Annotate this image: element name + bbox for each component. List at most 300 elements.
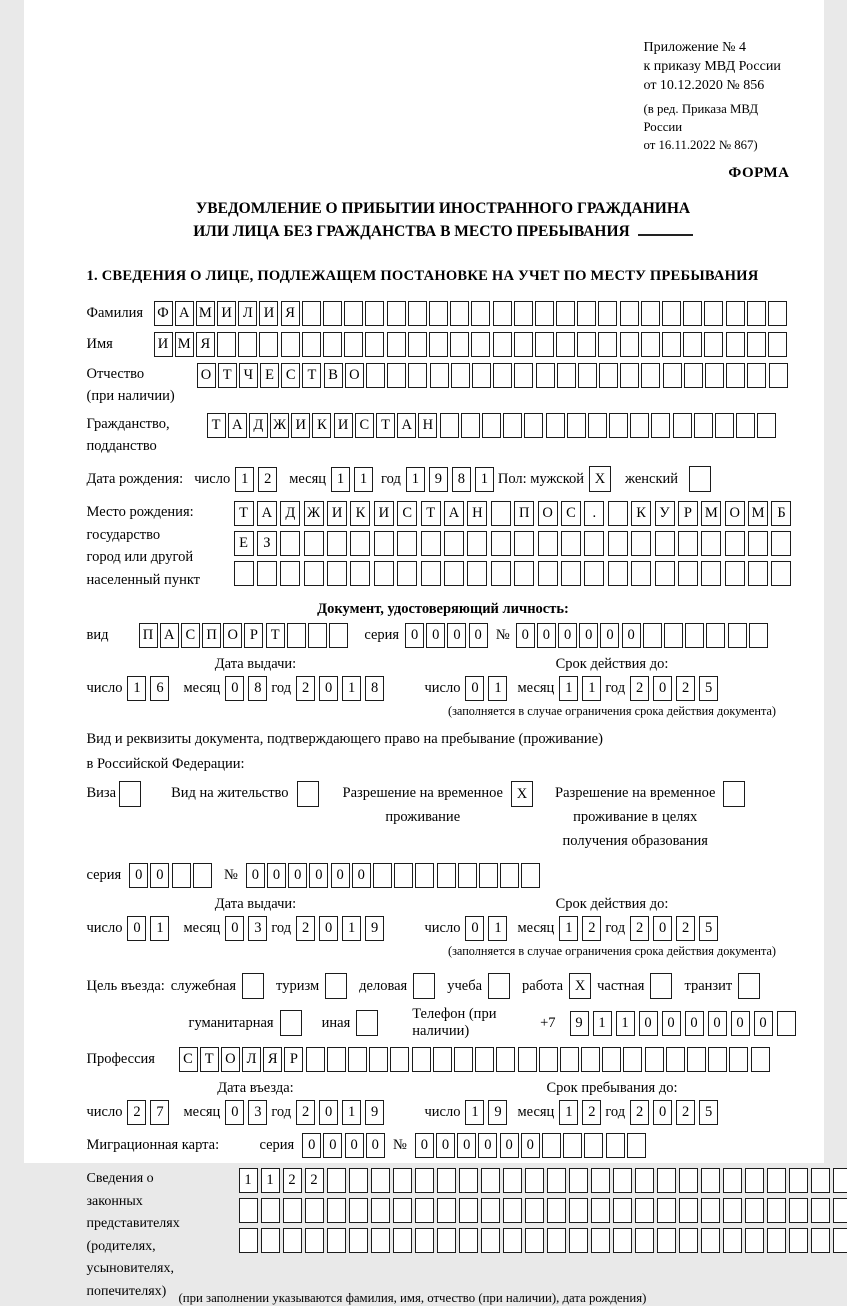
form-cell[interactable]: С	[179, 1047, 198, 1072]
form-cell[interactable]	[437, 1228, 456, 1253]
form-cell[interactable]	[569, 1168, 588, 1193]
form-cell[interactable]	[412, 1047, 431, 1072]
form-cell[interactable]: К	[350, 501, 370, 526]
form-cell[interactable]: 0	[708, 1011, 727, 1036]
form-cell[interactable]	[745, 1228, 764, 1253]
form-cell[interactable]	[584, 531, 604, 556]
form-cell[interactable]: О	[725, 501, 745, 526]
form-cell[interactable]	[373, 863, 392, 888]
form-cell[interactable]	[613, 1228, 632, 1253]
form-cell[interactable]	[421, 561, 441, 586]
form-cell[interactable]: А	[175, 301, 194, 326]
form-cell[interactable]: С	[397, 501, 417, 526]
form-cell[interactable]: И	[259, 301, 278, 326]
form-cell[interactable]	[613, 1168, 632, 1193]
form-cell[interactable]	[578, 363, 597, 388]
form-cell[interactable]	[535, 332, 554, 357]
form-cell[interactable]: 0	[288, 863, 307, 888]
form-cell[interactable]	[387, 301, 406, 326]
form-cell[interactable]	[729, 1047, 748, 1072]
form-cell[interactable]: Д	[249, 413, 268, 438]
form-cell[interactable]	[283, 1228, 302, 1253]
form-cell[interactable]	[726, 363, 745, 388]
form-cell[interactable]	[444, 561, 464, 586]
form-cell[interactable]	[327, 1198, 346, 1223]
form-cell[interactable]: 2	[283, 1168, 302, 1193]
form-cell[interactable]	[415, 1198, 434, 1223]
form-cell[interactable]	[350, 531, 370, 556]
form-cell[interactable]	[767, 1228, 786, 1253]
form-cell[interactable]: 2	[305, 1168, 324, 1193]
form-cell[interactable]: О	[223, 623, 242, 648]
form-cell[interactable]	[281, 332, 300, 357]
form-cell[interactable]: 3	[248, 1100, 267, 1125]
form-cell[interactable]: А	[228, 413, 247, 438]
form-cell[interactable]: 0	[366, 1133, 385, 1158]
form-cell[interactable]	[608, 501, 628, 526]
form-cell[interactable]: 8	[365, 676, 384, 701]
form-cell[interactable]	[371, 1228, 390, 1253]
form-cell[interactable]	[631, 531, 651, 556]
form-cell[interactable]: П	[514, 501, 534, 526]
form-cell[interactable]	[514, 531, 534, 556]
form-cell[interactable]	[651, 413, 670, 438]
form-cell[interactable]: П	[139, 623, 158, 648]
form-cell[interactable]: Т	[302, 363, 321, 388]
form-cell[interactable]	[745, 1198, 764, 1223]
form-cell[interactable]	[444, 531, 464, 556]
form-cell[interactable]: М	[175, 332, 194, 357]
form-cell[interactable]: 2	[676, 916, 695, 941]
form-cell[interactable]	[304, 561, 324, 586]
form-cell[interactable]	[503, 1168, 522, 1193]
form-cell[interactable]: 0	[225, 1100, 244, 1125]
form-cell[interactable]	[305, 1198, 324, 1223]
form-cell[interactable]	[450, 301, 469, 326]
form-cell[interactable]	[413, 973, 435, 999]
form-cell[interactable]: 1	[150, 916, 169, 941]
form-cell[interactable]: 9	[365, 916, 384, 941]
form-cell[interactable]: 0	[331, 863, 350, 888]
form-cell[interactable]	[433, 1047, 452, 1072]
form-cell[interactable]: А	[444, 501, 464, 526]
form-cell[interactable]	[547, 1228, 566, 1253]
form-cell[interactable]: С	[355, 413, 374, 438]
form-cell[interactable]	[701, 1228, 720, 1253]
form-cell[interactable]	[471, 332, 490, 357]
form-cell[interactable]: 0	[415, 1133, 434, 1158]
form-cell[interactable]: 2	[258, 467, 277, 492]
form-cell[interactable]: 1	[406, 467, 425, 492]
form-cell[interactable]: Ж	[270, 413, 289, 438]
form-cell[interactable]: 0	[345, 1133, 364, 1158]
form-cell[interactable]	[666, 1047, 685, 1072]
form-cell[interactable]: 0	[662, 1011, 681, 1036]
form-cell[interactable]	[663, 363, 682, 388]
form-cell[interactable]: 0	[352, 863, 371, 888]
form-cell[interactable]	[655, 561, 675, 586]
form-cell[interactable]	[747, 301, 766, 326]
form-cell[interactable]: 9	[365, 1100, 384, 1125]
form-cell[interactable]	[238, 332, 257, 357]
form-cell[interactable]	[467, 561, 487, 586]
form-cell[interactable]	[239, 1198, 258, 1223]
form-cell[interactable]	[701, 1198, 720, 1223]
form-cell[interactable]	[503, 1228, 522, 1253]
form-cell[interactable]: З	[257, 531, 277, 556]
form-cell[interactable]	[598, 301, 617, 326]
form-cell[interactable]	[536, 363, 555, 388]
form-cell[interactable]	[397, 531, 417, 556]
form-cell[interactable]	[650, 973, 672, 999]
form-cell[interactable]	[491, 501, 511, 526]
form-cell[interactable]	[679, 1228, 698, 1253]
form-cell[interactable]	[306, 1047, 325, 1072]
form-cell[interactable]: У	[655, 501, 675, 526]
form-cell[interactable]: 1	[616, 1011, 635, 1036]
form-cell[interactable]: Т	[207, 413, 226, 438]
form-cell[interactable]	[467, 531, 487, 556]
form-cell[interactable]	[344, 301, 363, 326]
form-cell[interactable]	[723, 1198, 742, 1223]
form-cell[interactable]: Я	[263, 1047, 282, 1072]
form-cell[interactable]	[723, 781, 745, 807]
form-cell[interactable]	[747, 332, 766, 357]
form-cell[interactable]: 0	[622, 623, 641, 648]
form-cell[interactable]	[704, 332, 723, 357]
form-cell[interactable]: 0	[521, 1133, 540, 1158]
form-cell[interactable]: А	[160, 623, 179, 648]
form-cell[interactable]: Р	[284, 1047, 303, 1072]
form-cell[interactable]	[261, 1228, 280, 1253]
form-cell[interactable]: Н	[467, 501, 487, 526]
form-cell[interactable]	[387, 363, 406, 388]
form-cell[interactable]: 1	[488, 916, 507, 941]
form-cell[interactable]	[429, 301, 448, 326]
form-cell[interactable]: 0	[127, 916, 146, 941]
form-cell[interactable]	[304, 531, 324, 556]
form-cell[interactable]	[393, 1198, 412, 1223]
form-cell[interactable]	[673, 413, 692, 438]
form-cell[interactable]: О	[197, 363, 216, 388]
form-cell[interactable]: 2	[296, 676, 315, 701]
form-cell[interactable]	[635, 1198, 654, 1223]
form-cell[interactable]	[631, 561, 651, 586]
form-cell[interactable]	[777, 1011, 796, 1036]
form-cell[interactable]	[514, 332, 533, 357]
form-cell[interactable]	[349, 1168, 368, 1193]
form-cell[interactable]: 0	[319, 676, 338, 701]
form-cell[interactable]: 2	[296, 916, 315, 941]
form-cell[interactable]	[715, 413, 734, 438]
form-cell[interactable]	[297, 781, 319, 807]
form-cell[interactable]	[261, 1198, 280, 1223]
form-cell[interactable]	[655, 531, 675, 556]
form-cell[interactable]: 0	[323, 1133, 342, 1158]
form-cell[interactable]	[683, 301, 702, 326]
form-cell[interactable]: 1	[593, 1011, 612, 1036]
form-cell[interactable]	[679, 1168, 698, 1193]
form-cell[interactable]	[451, 363, 470, 388]
form-cell[interactable]: А	[397, 413, 416, 438]
form-cell[interactable]: С	[281, 363, 300, 388]
form-cell[interactable]: 0	[685, 1011, 704, 1036]
form-cell[interactable]	[308, 623, 327, 648]
form-cell[interactable]	[408, 363, 427, 388]
form-cell[interactable]	[421, 531, 441, 556]
form-cell[interactable]	[811, 1228, 830, 1253]
form-cell[interactable]	[749, 623, 768, 648]
form-cell[interactable]: 0	[600, 623, 619, 648]
form-cell[interactable]	[481, 1228, 500, 1253]
form-cell[interactable]	[694, 413, 713, 438]
form-cell[interactable]: 0	[500, 1133, 519, 1158]
form-cell[interactable]	[606, 1133, 625, 1158]
form-cell[interactable]	[736, 413, 755, 438]
form-cell[interactable]	[471, 301, 490, 326]
form-cell[interactable]: Р	[244, 623, 263, 648]
form-cell[interactable]: 2	[582, 916, 601, 941]
form-cell[interactable]	[356, 1010, 378, 1036]
form-cell[interactable]: 1	[488, 676, 507, 701]
form-cell[interactable]	[430, 363, 449, 388]
form-cell[interactable]	[725, 561, 745, 586]
form-cell[interactable]: 1	[354, 467, 373, 492]
form-cell[interactable]: 2	[630, 676, 649, 701]
form-cell[interactable]	[569, 1198, 588, 1223]
form-cell[interactable]	[481, 1198, 500, 1223]
form-cell[interactable]	[369, 1047, 388, 1072]
form-cell[interactable]	[811, 1168, 830, 1193]
form-cell[interactable]	[738, 973, 760, 999]
form-cell[interactable]: 0	[405, 623, 424, 648]
form-cell[interactable]	[538, 561, 558, 586]
form-cell[interactable]	[366, 363, 385, 388]
form-cell[interactable]: Т	[421, 501, 441, 526]
form-cell[interactable]	[472, 363, 491, 388]
form-cell[interactable]	[641, 332, 660, 357]
form-cell[interactable]	[577, 301, 596, 326]
form-cell[interactable]: 1	[342, 676, 361, 701]
form-cell[interactable]: Т	[266, 623, 285, 648]
form-cell[interactable]	[620, 332, 639, 357]
form-cell[interactable]	[609, 413, 628, 438]
form-cell[interactable]	[242, 973, 264, 999]
form-cell[interactable]: 6	[150, 676, 169, 701]
form-cell[interactable]	[408, 332, 427, 357]
form-cell[interactable]	[390, 1047, 409, 1072]
form-cell[interactable]	[757, 413, 776, 438]
form-cell[interactable]: 1	[239, 1168, 258, 1193]
form-cell[interactable]	[488, 973, 510, 999]
form-cell[interactable]	[560, 1047, 579, 1072]
form-cell[interactable]	[584, 1133, 603, 1158]
form-cell[interactable]: 0	[653, 1100, 672, 1125]
form-cell[interactable]	[602, 1047, 621, 1072]
form-cell[interactable]	[459, 1198, 478, 1223]
form-cell[interactable]: 0	[465, 676, 484, 701]
form-cell[interactable]	[491, 561, 511, 586]
form-cell[interactable]	[641, 301, 660, 326]
form-cell[interactable]: 0	[465, 916, 484, 941]
form-cell[interactable]	[193, 863, 212, 888]
form-cell[interactable]	[635, 1228, 654, 1253]
form-cell[interactable]: И	[334, 413, 353, 438]
form-cell[interactable]: М	[196, 301, 215, 326]
form-cell[interactable]: К	[631, 501, 651, 526]
form-cell[interactable]	[525, 1168, 544, 1193]
form-cell[interactable]: 1	[342, 916, 361, 941]
form-cell[interactable]: 1	[342, 1100, 361, 1125]
form-cell[interactable]	[491, 531, 511, 556]
form-cell[interactable]: 8	[452, 467, 471, 492]
form-cell[interactable]	[327, 561, 347, 586]
form-cell[interactable]	[768, 301, 787, 326]
form-cell[interactable]: 0	[516, 623, 535, 648]
form-cell[interactable]: О	[221, 1047, 240, 1072]
form-cell[interactable]	[556, 301, 575, 326]
form-cell[interactable]	[415, 1168, 434, 1193]
form-cell[interactable]	[479, 863, 498, 888]
form-cell[interactable]: 0	[426, 623, 445, 648]
form-cell[interactable]: 0	[653, 916, 672, 941]
form-cell[interactable]	[689, 466, 711, 492]
form-cell[interactable]	[535, 301, 554, 326]
form-cell[interactable]	[323, 332, 342, 357]
form-cell[interactable]	[683, 332, 702, 357]
form-cell[interactable]: О	[538, 501, 558, 526]
form-cell[interactable]: 1	[559, 676, 578, 701]
form-cell[interactable]	[726, 301, 745, 326]
form-cell[interactable]: 1	[582, 676, 601, 701]
form-cell[interactable]	[461, 413, 480, 438]
form-cell[interactable]: М	[748, 501, 768, 526]
form-cell[interactable]	[705, 363, 724, 388]
form-cell[interactable]	[708, 1047, 727, 1072]
form-cell[interactable]	[280, 1010, 302, 1036]
form-cell[interactable]: Ч	[239, 363, 258, 388]
form-cell[interactable]	[546, 413, 565, 438]
form-cell[interactable]	[349, 1198, 368, 1223]
form-cell[interactable]	[493, 363, 512, 388]
form-cell[interactable]	[349, 1228, 368, 1253]
form-cell[interactable]: 0	[579, 623, 598, 648]
form-cell[interactable]: 0	[639, 1011, 658, 1036]
form-cell[interactable]	[493, 332, 512, 357]
form-cell[interactable]	[623, 1047, 642, 1072]
form-cell[interactable]	[493, 301, 512, 326]
form-cell[interactable]	[283, 1198, 302, 1223]
form-cell[interactable]	[217, 332, 236, 357]
form-cell[interactable]	[833, 1168, 847, 1193]
form-cell[interactable]	[557, 363, 576, 388]
form-cell[interactable]	[769, 363, 788, 388]
form-cell[interactable]	[561, 531, 581, 556]
form-cell[interactable]	[620, 363, 639, 388]
form-cell[interactable]	[745, 1168, 764, 1193]
form-cell[interactable]	[302, 332, 321, 357]
form-cell[interactable]	[771, 561, 791, 586]
form-cell[interactable]	[561, 561, 581, 586]
form-cell[interactable]	[613, 1198, 632, 1223]
form-cell[interactable]	[599, 363, 618, 388]
form-cell[interactable]: Н	[418, 413, 437, 438]
form-cell[interactable]	[811, 1198, 830, 1223]
form-cell[interactable]: 0	[150, 863, 169, 888]
form-cell[interactable]	[415, 863, 434, 888]
form-cell[interactable]: 3	[248, 916, 267, 941]
form-cell[interactable]: 2	[582, 1100, 601, 1125]
form-cell[interactable]: С	[561, 501, 581, 526]
form-cell[interactable]	[723, 1168, 742, 1193]
form-cell[interactable]	[679, 1198, 698, 1223]
form-cell[interactable]	[521, 863, 540, 888]
form-cell[interactable]	[514, 561, 534, 586]
form-cell[interactable]: 0	[731, 1011, 750, 1036]
form-cell[interactable]	[662, 332, 681, 357]
form-cell[interactable]	[119, 781, 141, 807]
form-cell[interactable]	[459, 1228, 478, 1253]
form-cell[interactable]	[524, 413, 543, 438]
form-cell[interactable]	[371, 1168, 390, 1193]
form-cell[interactable]: X	[569, 973, 591, 999]
form-cell[interactable]	[728, 623, 747, 648]
form-cell[interactable]	[172, 863, 191, 888]
form-cell[interactable]	[518, 1047, 537, 1072]
form-cell[interactable]: 1	[127, 676, 146, 701]
form-cell[interactable]	[591, 1198, 610, 1223]
form-cell[interactable]	[542, 1133, 561, 1158]
form-cell[interactable]: 0	[478, 1133, 497, 1158]
form-cell[interactable]	[323, 301, 342, 326]
form-cell[interactable]	[437, 863, 456, 888]
form-cell[interactable]	[547, 1198, 566, 1223]
form-cell[interactable]	[751, 1047, 770, 1072]
form-cell[interactable]: К	[312, 413, 331, 438]
form-cell[interactable]	[239, 1228, 258, 1253]
form-cell[interactable]	[685, 623, 704, 648]
form-cell[interactable]	[365, 301, 384, 326]
form-cell[interactable]	[833, 1228, 847, 1253]
form-cell[interactable]	[701, 531, 721, 556]
form-cell[interactable]	[408, 301, 427, 326]
form-cell[interactable]	[374, 531, 394, 556]
form-cell[interactable]	[327, 1228, 346, 1253]
form-cell[interactable]	[664, 623, 683, 648]
form-cell[interactable]	[701, 1168, 720, 1193]
form-cell[interactable]: .	[584, 501, 604, 526]
form-cell[interactable]	[577, 332, 596, 357]
form-cell[interactable]	[598, 332, 617, 357]
form-cell[interactable]	[789, 1228, 808, 1253]
form-cell[interactable]: 1	[559, 1100, 578, 1125]
form-cell[interactable]: И	[374, 501, 394, 526]
form-cell[interactable]	[627, 1133, 646, 1158]
form-cell[interactable]: 5	[699, 676, 718, 701]
form-cell[interactable]: И	[154, 332, 173, 357]
form-cell[interactable]	[437, 1198, 456, 1223]
form-cell[interactable]	[344, 332, 363, 357]
form-cell[interactable]: 2	[676, 676, 695, 701]
form-cell[interactable]	[591, 1228, 610, 1253]
form-cell[interactable]: Ж	[304, 501, 324, 526]
form-cell[interactable]	[635, 1168, 654, 1193]
form-cell[interactable]: Я	[281, 301, 300, 326]
form-cell[interactable]: 2	[630, 1100, 649, 1125]
form-cell[interactable]	[437, 1168, 456, 1193]
form-cell[interactable]: 9	[488, 1100, 507, 1125]
form-cell[interactable]	[500, 863, 519, 888]
